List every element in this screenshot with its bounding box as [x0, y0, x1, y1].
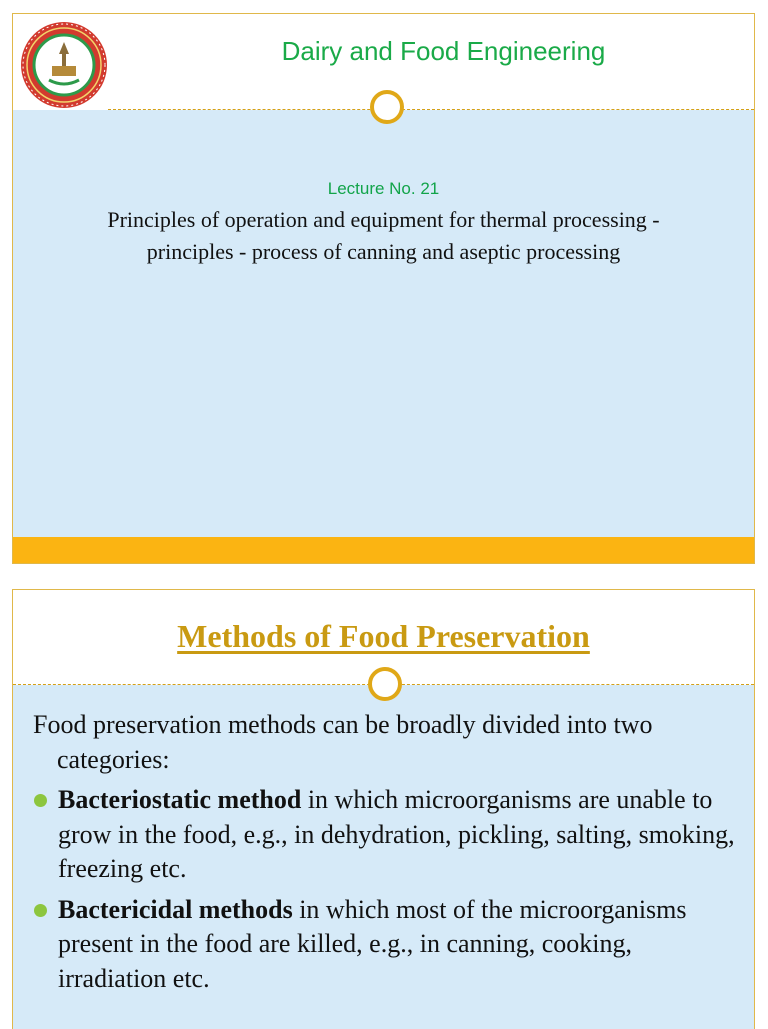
- slide-title: Methods of Food Preservation: [177, 618, 590, 654]
- course-title: Dairy and Food Engineering: [281, 36, 606, 66]
- footer-bar: [13, 537, 754, 564]
- lecture-number: Lecture No. 21: [327, 179, 440, 198]
- bullet-text: in which microorganisms are unable to grow in the food, e.g., in dehydration, pickling, salting, smoking, freezing etc.: [58, 785, 735, 883]
- header-divider: [108, 109, 754, 110]
- bullet-text: in which most of the microorganisms present in the food are killed, e.g., in canning, cooking, irradiation etc.: [58, 894, 687, 993]
- intro-paragraph: Food preservation methods can be broadly divided into two categories:: [33, 710, 653, 774]
- bullet-icon: [34, 794, 47, 807]
- bullet-term: Bactericidal methods: [58, 894, 293, 924]
- list-item: [33, 783, 738, 887]
- ring-ornament-icon: [370, 90, 404, 124]
- university-seal-icon: [19, 20, 109, 110]
- lecture-title: [13, 204, 754, 268]
- bullet-icon: [34, 904, 47, 917]
- lecture-title-line-1: Principles of operation and equipment for thermal processing -: [107, 207, 660, 232]
- lecture-title-line-2: principles - process of canning and aseptic processing: [146, 239, 621, 264]
- slide-body: [33, 708, 738, 996]
- bullet-term: Bacteriostatic method: [58, 785, 302, 814]
- ring-ornament-icon: [368, 667, 402, 701]
- slide-methods: [12, 589, 755, 1029]
- list-item: [33, 893, 738, 997]
- slide-title: [12, 13, 755, 564]
